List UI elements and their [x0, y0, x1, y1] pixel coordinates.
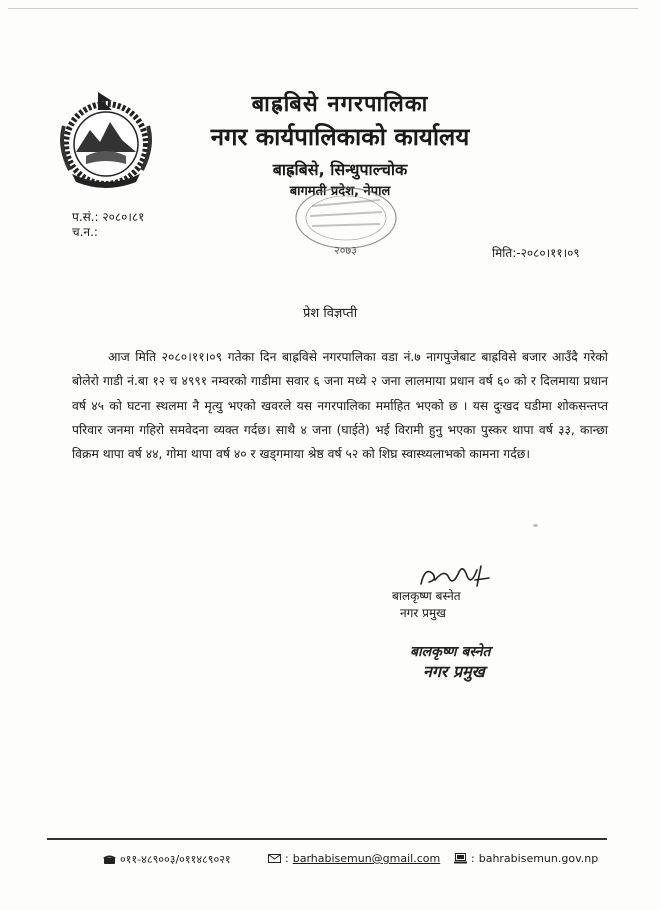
mail-icon [268, 853, 281, 864]
chalani-number: च.न.: [72, 225, 98, 239]
letter-date: मिति:-२०८०।११।०९ [492, 246, 580, 260]
phone-number: ०११-४८९००३/०११४८९०२१ [120, 853, 231, 866]
footer-email: : barhabisemun@gmail.com [268, 852, 440, 865]
footer-phone [103, 852, 231, 867]
reference-block [72, 210, 144, 240]
phone-icon [103, 854, 116, 865]
ink-speck [533, 524, 538, 527]
office-seal-icon [288, 184, 398, 258]
stamp-name: बालकृष्ण बस्नेत [410, 644, 491, 660]
top-edge-line [8, 8, 638, 9]
municipality-name: बाह्रबिसे नगरपालिका [251, 92, 429, 117]
signatory-name: बालकृष्ण बस्नेत [392, 589, 461, 603]
website-link[interactable]: bahrabisemun.gov.np [478, 852, 599, 865]
letter-body: आज मिति २०८०।११।०९ गतेका दिन बाह्रविसे नगरपालिका वडा नं.७ नागपुजेबाट बाह्रविसे बजार आउँदै गरेको बोलेरो गाडी नं.बा १२ च ४९९१ नम्वरको गाडीमा सवार ६ जना मध्ये २ जना लालमाया प्रधान वर्ष ६० को र दिलमाया प्रधान वर्ष ४५ को घटना स्थलमा नै मृत्यु भएको खवरले यस नगरपालिका मर्माहित भएको छ । यस दुःखद घडीमा शोकसन्तप्त परिवार जनमा गहिरो समवेदना व्यक्त गर्दछ। साथै ४ जना (घाईते) भई विरामी हुनु भएका पुस्कर थापा वर्ष ३३, कान्छा विक्रम थापा वर्ष ४४, गोमा थापा वर्ष ४० र खड्गमाया श्रेष्ठ वर्ष ५२ को शिघ्र स्वास्थ्यलाभको कामना गर्दछ। [72, 350, 608, 462]
footer-divider [47, 838, 607, 840]
stamp-title: नगर प्रमुख [423, 662, 485, 681]
signatory-title: नगर प्रमुख [400, 606, 446, 620]
letter-subject: प्रेश विज्ञप्ती [303, 306, 358, 321]
office-location: बाह्रबिसे, सिन्धुपाल्चोक [272, 160, 408, 179]
footer-website: : bahrabisemun.gov.np [454, 852, 598, 865]
seal-year: २०७३ [334, 244, 357, 257]
email-link[interactable]: barhabisemun@gmail.com [292, 852, 441, 865]
nepal-emblem-icon [50, 86, 162, 190]
office-name: नगर कार्यपालिकाको कार्यालय [210, 123, 470, 151]
patra-sankhya: प.सं.: २०८०।८१ [72, 210, 145, 224]
computer-icon [454, 853, 467, 864]
province-line: बागमती प्रदेश, नेपाल [289, 184, 391, 199]
